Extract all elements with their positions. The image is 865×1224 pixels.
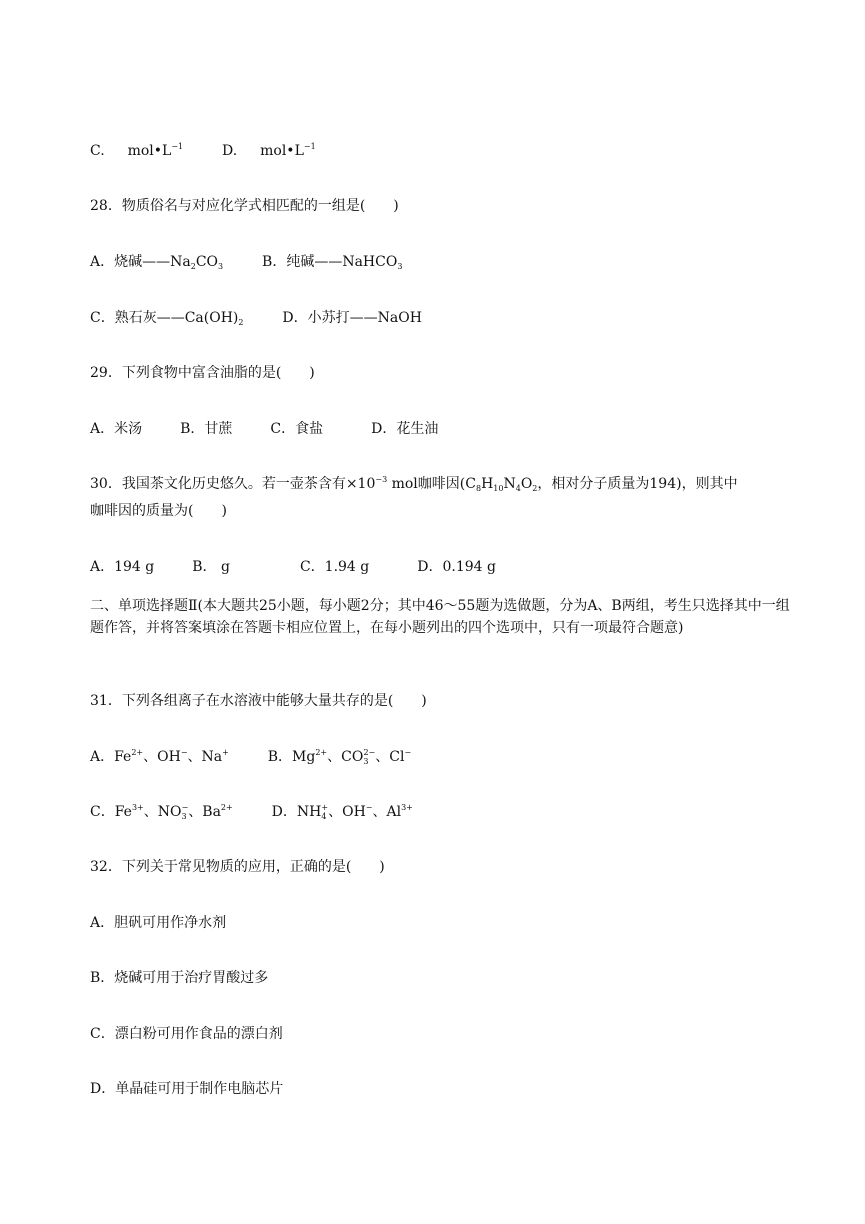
option-d-label: D. bbox=[222, 143, 238, 159]
question-30-options bbox=[90, 557, 496, 577]
question-29-options bbox=[90, 419, 438, 439]
option-c-text: C．$Fe^{3+}$、$NO_3^-$、$Ba^{2+}$ bbox=[90, 803, 233, 821]
question-30-stem-line2: 咖啡因的质量为( ) bbox=[90, 503, 227, 519]
question-31-options-cd bbox=[90, 802, 413, 822]
question-32-stem: 32．下列关于常见物质的应用，正确的是( ) bbox=[90, 859, 385, 875]
option-d-text: D．0.194 g bbox=[417, 559, 496, 575]
option-a-text: A．$Fe^{2+}$、OH−、Na+ bbox=[90, 748, 229, 765]
option-b-text: B．甘蔗 bbox=[180, 421, 233, 437]
question-29-stem: 29．下列食物中富含油脂的是( ) bbox=[90, 365, 315, 381]
question-32-option-c: C．漂白粉可用作食品的漂白剂 bbox=[90, 1026, 283, 1042]
section-2-instructions: 二、单项选择题Ⅱ(本大题共25小题，每小题2分；其中46～55题为选做题，分为A、B两组，考生只选择其中一组题作答，并将答案填涂在答题卡相应位置上，在每小题列出的四个选项中，只有一项最符合题意) bbox=[90, 598, 790, 636]
option-c-exponent: −1 bbox=[171, 142, 184, 151]
option-b-text: B．$Mg^{2+}$、$CO_3^{2-}$、Cl− bbox=[267, 748, 412, 766]
q27-options-cd bbox=[90, 141, 316, 161]
option-a-text: A．米汤 bbox=[90, 421, 143, 437]
question-28-options-ab: A．烧碱$——Na_2CO_3$ B．纯碱——NaHCO$_3$ bbox=[90, 254, 403, 271]
option-d-exponent: −1 bbox=[303, 142, 316, 151]
option-d-text: D．小苏打—— bbox=[282, 310, 378, 326]
option-c-text: C．1.94 g bbox=[299, 559, 370, 575]
question-32-option-d: D．单晶硅可用于制作电脑芯片 bbox=[90, 1081, 284, 1097]
option-a-text: A．194 g bbox=[90, 559, 155, 575]
option-a-text: A．烧碱—— bbox=[90, 254, 171, 270]
question-32-option-a: A．胆矾可用作净水剂 bbox=[90, 915, 227, 931]
option-c-label: C. bbox=[90, 143, 105, 159]
option-c-unit: mol•L bbox=[127, 143, 172, 159]
option-c-text: C．食盐 bbox=[270, 421, 324, 437]
question-31-stem: 31．下列各组离子在水溶液中能够大量共存的是( ) bbox=[90, 693, 427, 709]
question-32-option-b: B．烧碱可用于治疗胃酸过多 bbox=[90, 970, 269, 986]
option-d-unit: mol•L bbox=[260, 143, 304, 159]
option-c-text: C．熟石灰—— bbox=[90, 310, 185, 326]
option-d-text: D．花生油 bbox=[371, 421, 439, 437]
question-31-options-ab bbox=[90, 747, 411, 767]
question-28-stem: 28．物质俗名与对应化学式相匹配的一组是( ) bbox=[90, 198, 399, 214]
option-b-text: B． g bbox=[192, 559, 230, 575]
option-d-text: D．$NH_4^+$、OH−、$Al^{3+}$ bbox=[271, 803, 413, 821]
question-30-stem-line1: 30．我国茶文化历史悠久。若一壶茶含有$\times 10^{-3}$ mol咖啡因($C_8H_{10}N_4O_2$，相对分子质量为194)，则其中 bbox=[90, 475, 738, 493]
option-b-text: B．纯碱—— bbox=[262, 254, 343, 270]
question-28-options-cd: C．熟石灰$——Ca(OH)_2$ D．小苏打——NaOH bbox=[90, 310, 422, 327]
